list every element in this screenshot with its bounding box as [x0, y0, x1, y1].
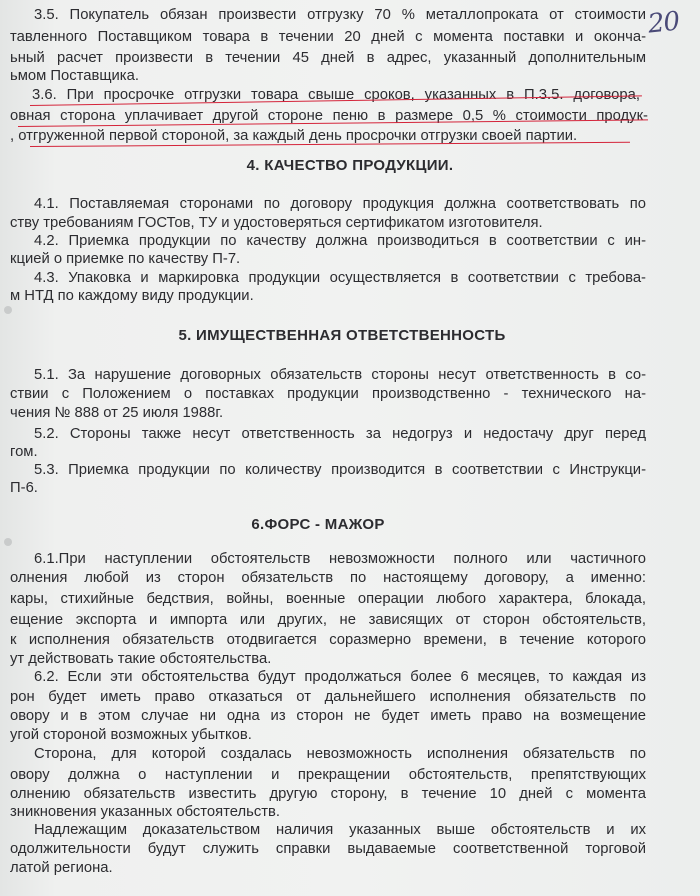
paragraph-line: Надлежащим доказательством наличия указанных выше обстоятельств и их	[34, 822, 646, 838]
section-heading-liability: 5. ИМУЩЕСТВЕННАЯ ОТВЕТСТВЕННОСТЬ	[178, 327, 506, 344]
paragraph-line: к исполнения обязательств отодвигается соразмерно времени, в течение которого	[10, 632, 646, 648]
paragraph-line: чения № 888 от 25 июля 1988г.	[10, 405, 224, 421]
paragraph-line: 3.6. При просрочке отгрузки товара свыше сроков, указанных в П.3.5. договора,	[32, 87, 640, 103]
paragraph-line: зникновения указанных обстоятельств.	[10, 804, 280, 820]
paragraph-line: ут действовать такие обстоятельства.	[10, 651, 272, 667]
punch-hole	[4, 538, 12, 546]
paragraph-line: ству требованиям ГОСТов, ТУ и удостоверяться сертификатом изготовителя.	[10, 215, 543, 231]
paragraph-line: 3.5. Покупатель обязан произвести отгрузку 70 % металлопроката от стоимости	[34, 7, 646, 23]
paragraph-line: овная сторона уплачивает другой стороне пеню в размере 0,5 % стоимости продук-	[10, 108, 648, 124]
paragraph-line: олнения любой из сторон обязательств по настоящему договору, а именно:	[10, 570, 646, 586]
paragraph-line: 4.2. Приемка продукции по качеству должна производиться в соответствии с ин-	[34, 233, 646, 249]
paragraph-line: латой региона.	[10, 860, 113, 876]
paragraph-line: ствии с Положением о поставках продукции производственно - технического на-	[10, 386, 646, 402]
paragraph-line: 6.2. Если эти обстоятельства будут продолжаться более 6 месяцев, то каждая из	[34, 669, 646, 685]
paragraph-line: ьный расчет произвести в течении 45 дней в адрес, указанный дополнительным	[10, 50, 646, 66]
paragraph-line: Сторона, для которой создалась невозможность исполнения обязательств по	[34, 746, 646, 762]
paragraph-line: П-6.	[10, 480, 38, 496]
paragraph-line: м НТД по каждому виду продукции.	[10, 288, 254, 304]
paragraph-line: овору и в этом случае ни одна из сторон не будет иметь право на возмещение	[10, 708, 646, 724]
paragraph-line: одолжительности будут служить справки выдаваемые соответственной торговой	[10, 841, 646, 857]
paragraph-line: 6.1.При наступлении обстоятельств невозможности полного или частичного	[34, 551, 646, 567]
handwritten-page-number: 20	[646, 6, 681, 40]
paragraph-line: ьмом Поставщика.	[10, 68, 139, 84]
paragraph-line: угой стороной возможных убытков.	[10, 727, 252, 743]
section-heading-force-majeure: 6.ФОРС - МАЖОР	[251, 516, 385, 533]
section-heading-quality: 4. КАЧЕСТВО ПРОДУКЦИИ.	[246, 157, 454, 174]
paragraph-line: 5.3. Приемка продукции по количеству производится в соответствии с Инструкци-	[34, 462, 646, 478]
paragraph-line: овору должна о наступлении и прекращении обстоятельств, препятствующих	[10, 767, 646, 783]
paragraph-line: ещение экспорта и импорта или других, не зависящих от сторон обстоятельств,	[10, 612, 646, 628]
paragraph-line: гом.	[10, 444, 38, 460]
paragraph-line: кары, стихийные бедствия, войны, военные операции любого характера, блокада,	[10, 591, 646, 607]
paragraph-line: 5.1. За нарушение договорных обязательств стороны несут ответственность в со-	[34, 367, 646, 383]
paragraph-line: 4.3. Упаковка и маркировка продукции осуществляется в соответствии с требова-	[34, 270, 646, 286]
paragraph-line: рон будет иметь право отказаться от дальнейшего исполнения обязательств по	[10, 689, 646, 705]
paragraph-line: 5.2. Стороны также несут ответственность за недогруз и недостачу друг перед	[34, 426, 646, 442]
paragraph-line: , отгруженной первой стороной, за каждый день просрочки отгрузки своей партии.	[10, 128, 578, 144]
paragraph-line: олнению обязательств известить другую сторону, в течение 10 дней с момента	[10, 786, 646, 802]
punch-hole	[4, 306, 12, 314]
paragraph-line: кцией о приемке по качеству П-7.	[10, 251, 241, 267]
paragraph-line: 4.1. Поставляемая сторонами по договору продукция должна соответствовать по	[34, 196, 646, 212]
paragraph-line: тавленного Поставщиком товара в течении 20 дней с момента поставки и оконча-	[10, 29, 646, 45]
